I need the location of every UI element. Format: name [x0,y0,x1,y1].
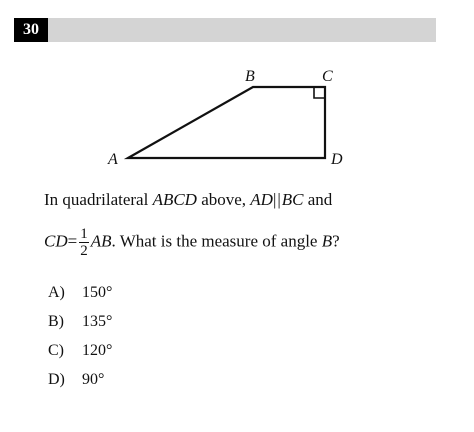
vertex-label-d: D [331,151,343,168]
choice-c[interactable] [48,341,348,370]
choice-b[interactable] [48,312,348,341]
fraction-one-half [79,226,89,259]
question-stem-line-2 [44,226,444,259]
choice-a[interactable] [48,283,348,312]
question-stem-line-1 [44,190,444,210]
choice-d[interactable] [48,370,348,399]
right-angle-mark [314,87,325,98]
stem-text: and [303,190,333,209]
stem-shape-name: ABCD [152,190,197,209]
fraction-denominator: 2 [80,243,88,259]
vertex-label-c: C [322,68,333,85]
stem-text: above, [196,190,251,209]
choice-value: 120° [82,342,113,359]
choice-letter: A) [48,284,65,301]
angle-b: B [321,231,333,251]
parallel-symbol: || [272,190,282,209]
choice-value: 90° [82,371,105,388]
stem-text: . What is the measure of angle [111,231,322,251]
vertex-label-b: B [245,68,255,85]
segment-ad: AD [250,190,273,209]
choice-letter: B) [48,313,64,330]
choice-value: 135° [82,313,113,330]
fraction-numerator: 1 [80,226,88,242]
quadrilateral-abcd [128,87,325,158]
choice-letter: C) [48,342,64,359]
segment-ab: AB [90,231,112,251]
choice-value: 150° [82,284,113,301]
stem-text: In quadrilateral [44,190,153,209]
quadrilateral-figure [0,0,474,190]
choice-letter: D) [48,371,65,388]
equals-sign: = [67,231,78,251]
segment-bc: BC [281,190,304,209]
stem-text: ? [332,231,340,251]
vertex-label-a: A [108,151,118,168]
answer-choices [48,283,348,399]
segment-cd: CD [44,231,68,251]
question-number: 30 [14,18,48,42]
